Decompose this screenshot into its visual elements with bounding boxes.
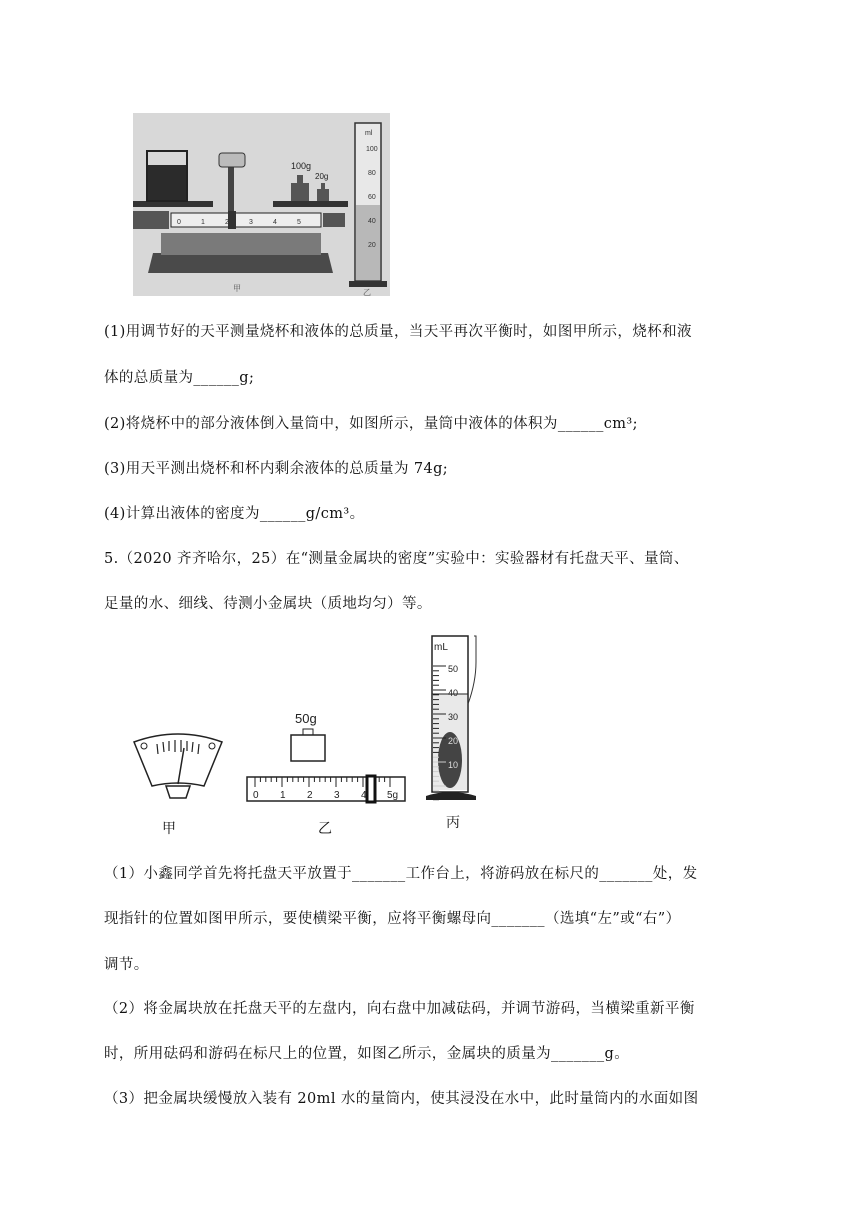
rider-tick: 5: [297, 219, 301, 226]
weight-50g-label: 50g: [295, 711, 317, 726]
ruler-label: 3: [334, 790, 340, 801]
figure-weight-ruler: [245, 705, 410, 805]
figure-measuring-cylinder: [424, 632, 490, 802]
rider-tick: 0: [177, 219, 181, 226]
cylinder-tick-label: 20: [448, 736, 459, 746]
left-adjuster: [133, 211, 169, 229]
ruler-label: 2: [307, 790, 313, 801]
caption-jia-photo: 甲: [233, 284, 241, 293]
weight-20g-label: 20g: [315, 172, 329, 181]
cylinder-tick-label: 30: [448, 712, 459, 722]
cyl-photo-tick: 40: [368, 218, 376, 225]
q4-part3: (3)用天平测出烧杯和杯内剩余液体的总质量为 74g;: [104, 461, 449, 477]
beaker-liquid: [148, 165, 186, 200]
cyl-photo-unit: ml: [365, 130, 373, 137]
caption-jia: 甲: [162, 821, 176, 837]
q5-intro-line2: 足量的水、细线、待测小金属块（质地均匀）等。: [104, 596, 432, 612]
right-adjuster: [323, 213, 345, 227]
q5-part1-line2: 现指针的位置如图甲所示，要使横梁平衡，应将平衡螺母向_______（选填“左”或“右”）: [104, 911, 681, 927]
q4-part4: (4)计算出液体的密度为______g/cm³。: [104, 506, 365, 522]
weight-20g: [317, 189, 329, 201]
ruler-rider: [367, 776, 375, 802]
caption-yi: 乙: [318, 821, 332, 837]
figure-balance-photo: [133, 113, 390, 296]
cylinder-tick-label: 50: [448, 664, 459, 674]
q5-part1-line3: 调节。: [104, 957, 149, 973]
dial-face: [134, 734, 222, 786]
caption-bing: 丙: [446, 815, 460, 831]
dial-stem: [166, 786, 190, 798]
q4-part2: (2)将烧杯中的部分液体倒入量筒中，如图所示，量筒中液体的体积为______cm³;: [104, 416, 638, 432]
cylinder-photo-base: [349, 281, 387, 287]
balance-photo-svg: [133, 113, 390, 296]
cyl-photo-tick: 80: [368, 170, 376, 177]
q5-intro-line1: 5.（2020 齐齐哈尔，25）在“测量金属块的密度”实验中：实验器材有托盘天平、量筒、: [104, 551, 689, 567]
pointer-scale: [219, 153, 245, 167]
ruler-label: 0: [253, 790, 259, 801]
cylinder-unit: mL: [434, 642, 448, 653]
cyl-photo-tick: 60: [368, 194, 376, 201]
cylinder-base: [426, 792, 476, 800]
weight-ruler-svg: [245, 705, 410, 805]
pointer-stand: [228, 165, 234, 215]
weight-100g: [291, 183, 309, 201]
q4-part1-line1: (1)用调节好的天平测量烧杯和液体的总质量，当天平再次平衡时，如图甲所示，烧杯和液: [104, 324, 692, 340]
rider-tick: 4: [273, 219, 277, 226]
measuring-cylinder-svg: [424, 632, 490, 802]
right-pan: [273, 201, 348, 207]
pointer-dial-svg: [130, 730, 226, 800]
weight-50g: [291, 735, 325, 761]
caption-yi-photo: 乙: [363, 288, 371, 296]
figure-pointer-dial: [130, 730, 226, 800]
q5-part2-line2: 时，所用砝码和游码在标尺上的位置，如图乙所示，金属块的质量为_______g。: [104, 1046, 630, 1062]
rider-tick: 2: [225, 219, 229, 226]
cylinder-tick-label: 40: [448, 688, 459, 698]
weight-100g-label: 100g: [291, 161, 312, 171]
q5-part3-line1: （3）把金属块缓慢放入装有 20ml 水的量筒内，使其浸没在水中，此时量筒内的水面如图: [104, 1091, 699, 1107]
ruler-label: 4: [361, 790, 367, 801]
thread: [468, 636, 476, 704]
cyl-photo-tick: 100: [366, 146, 378, 153]
rider-tick: 3: [249, 219, 253, 226]
q4-part1-line2: 体的总质量为______g;: [104, 370, 255, 386]
cylinder-tick-label: 10: [448, 760, 459, 770]
ruler-label: 5g: [387, 790, 399, 801]
q5-part2-line1: （2）将金属块放在托盘天平的左盘内，向右盘中加减砝码，并调节游码，当横梁重新平衡: [104, 1001, 695, 1017]
balance-base: [148, 253, 333, 273]
weight-20g-knob: [321, 183, 325, 189]
ruler-label: 1: [280, 790, 286, 801]
weight-100g-knob: [297, 175, 303, 183]
cyl-photo-tick: 20: [368, 242, 376, 249]
weight-knob: [303, 729, 313, 735]
balance-body: [161, 233, 321, 255]
q5-part1-line1: （1）小鑫同学首先将托盘天平放置于_______工作台上，将游码放在标尺的_______处，发: [104, 866, 698, 882]
rider-tick: 1: [201, 219, 205, 226]
rider: [228, 211, 236, 229]
